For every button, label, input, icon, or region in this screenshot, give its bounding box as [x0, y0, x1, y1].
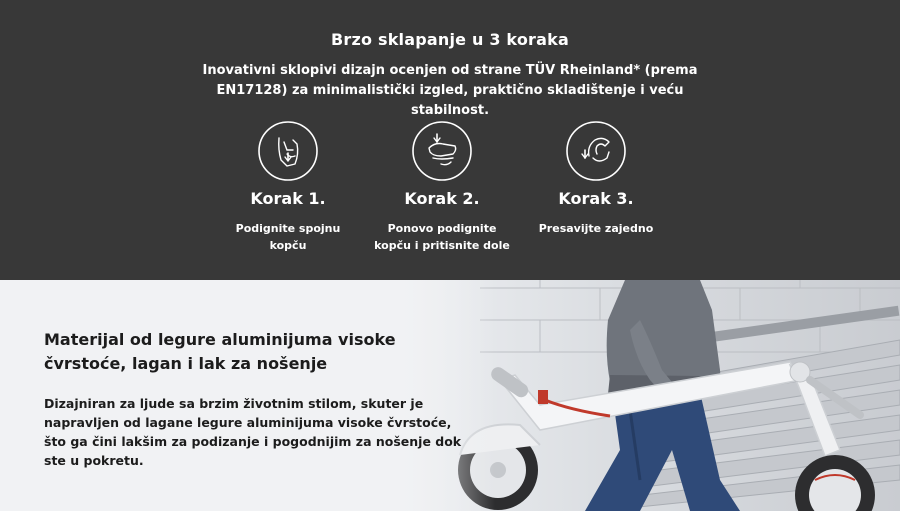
- step-title: Korak 1.: [250, 189, 326, 208]
- step-text: Presavijte zajedno: [538, 222, 654, 235]
- section-title: Brzo sklapanje u 3 koraka: [331, 30, 569, 49]
- step-text: Podignite spojnu kopču: [235, 222, 341, 252]
- feature-description: Dizajniran za ljude sa brzim životnim stilom, skuter je napravljen od lagane legure aluminijuma visoke čvrstoće, što ga čini lakšim za podizanje i pogodnijim za nošenje dok ste u pokretu.: [44, 396, 462, 468]
- material-feature-section: [0, 280, 900, 511]
- section-description: Inovativni sklopivi dizajn ocenjen od strane TÜV Rheinland* (prema EN17128) za minimalistički izgled, praktično skladištenje i veću stabilnost.: [202, 63, 698, 118]
- step-text: Ponovo podignite kopču i pritisnite dole: [374, 222, 510, 252]
- step-title: Korak 3.: [558, 189, 634, 208]
- lift-latch-icon: [257, 120, 319, 182]
- step-1: [203, 120, 373, 254]
- step-2: [357, 120, 527, 254]
- step-title: Korak 2.: [404, 189, 480, 208]
- fold-scooter-icon: [565, 120, 627, 182]
- press-latch-icon: [411, 120, 473, 182]
- step-3: [511, 120, 681, 237]
- feature-title: Materijal od legure aluminijuma visoke čvrstoće, lagan i lak za nošenje: [44, 330, 396, 373]
